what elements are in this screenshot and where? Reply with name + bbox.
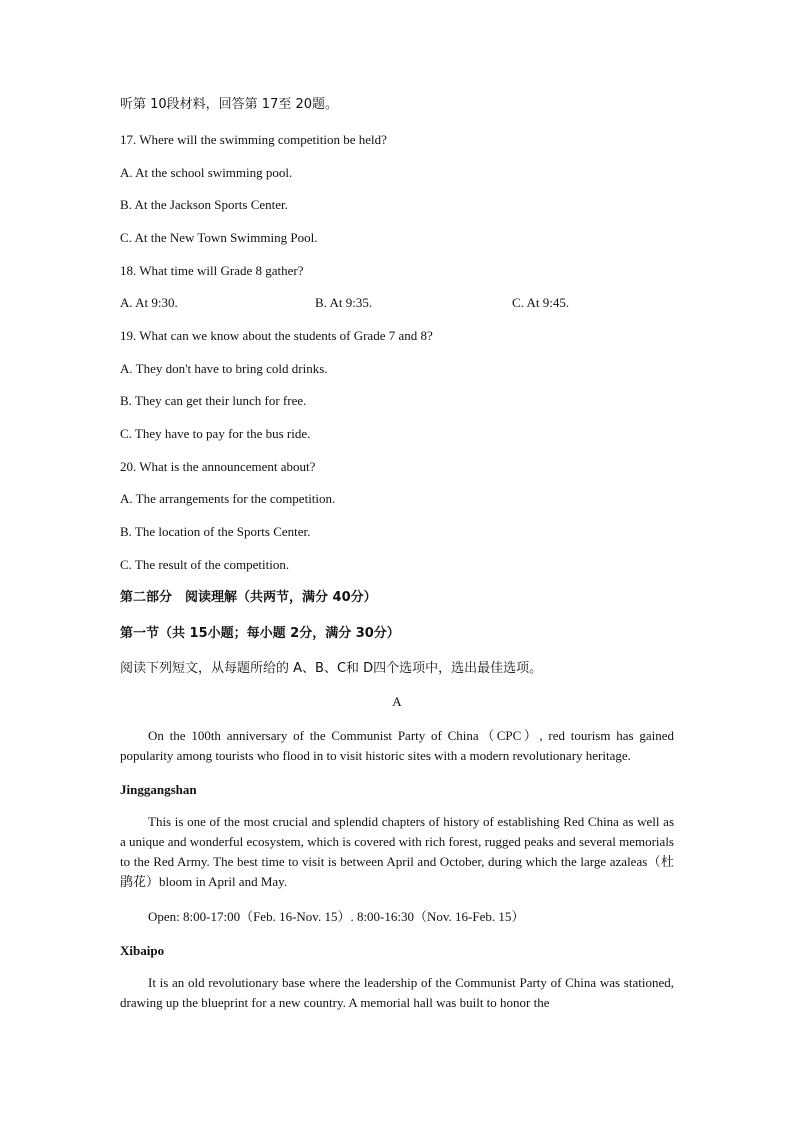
question-18: 18. What time will Grade 8 gather? [120, 263, 304, 278]
listening-intro: 听第 10段材料，回答第 17至 20题。 [120, 97, 339, 112]
section-heading: 第一节（共 15小题；每小题 2分，满分 30分） [120, 626, 400, 641]
xibaipo-body: It is an old revolutionary base where the leadership of the Communist Party of China was stationed, drawing up the blueprint for a new country. A memorial hall was built to honor the [120, 975, 674, 1010]
option-18a: A. At 9:30. [120, 295, 178, 310]
passage-intro: On the 100th anniversary of the Communist Party of China（CPC）, red tourism has gained popularity among tourists who flood in to visit historic sites with a modern revolutionary heritage. [120, 728, 674, 763]
question-17: 17. Where will the swimming competition be held? [120, 132, 387, 147]
question-19: 19. What can we know about the students of Grade 7 and 8? [120, 328, 433, 343]
option-19a: A. They don't have to bring cold drinks. [120, 361, 328, 376]
part-heading: 第二部分 阅读理解（共两节，满分 40分） [120, 590, 377, 605]
question-20: 20. What is the announcement about? [120, 459, 316, 474]
reading-instruction: 阅读下列短文，从每题所给的 A、B、C和 D四个选项中，选出最佳选项。 [120, 661, 543, 676]
option-17c: C. At the New Town Swimming Pool. [120, 230, 318, 245]
option-18b: B. At 9:35. [315, 295, 373, 310]
option-17b: B. At the Jackson Sports Center. [120, 197, 288, 212]
passage-label: A [392, 694, 402, 709]
jinggangshan-heading: Jinggangshan [120, 782, 197, 797]
option-20c: C. The result of the competition. [120, 557, 290, 572]
jinggangshan-open-hours: Open: 8:00-17:00（Feb. 16-Nov. 15）. 8:00-16:30（Nov. 16-Feb. 15） [148, 909, 525, 924]
xibaipo-heading: Xibaipo [120, 943, 165, 958]
option-19b: B. They can get their lunch for free. [120, 393, 307, 408]
option-20b: B. The location of the Sports Center. [120, 524, 311, 539]
option-17a: A. At the school swimming pool. [120, 165, 293, 180]
option-20a: A. The arrangements for the competition. [120, 491, 336, 506]
option-18c: C. At 9:45. [512, 295, 570, 310]
jinggangshan-body: This is one of the most crucial and splendid chapters of history of establishing Red China as well as a unique and wonderful ecosystem, which is covered with rich forest, rugged peaks and several memorials to the Red Army. The best time to visit is between April and October, during which the large azaleas（杜鹃花）bloom in April and May. [120, 814, 674, 889]
option-19c: C. They have to pay for the bus ride. [120, 426, 311, 441]
